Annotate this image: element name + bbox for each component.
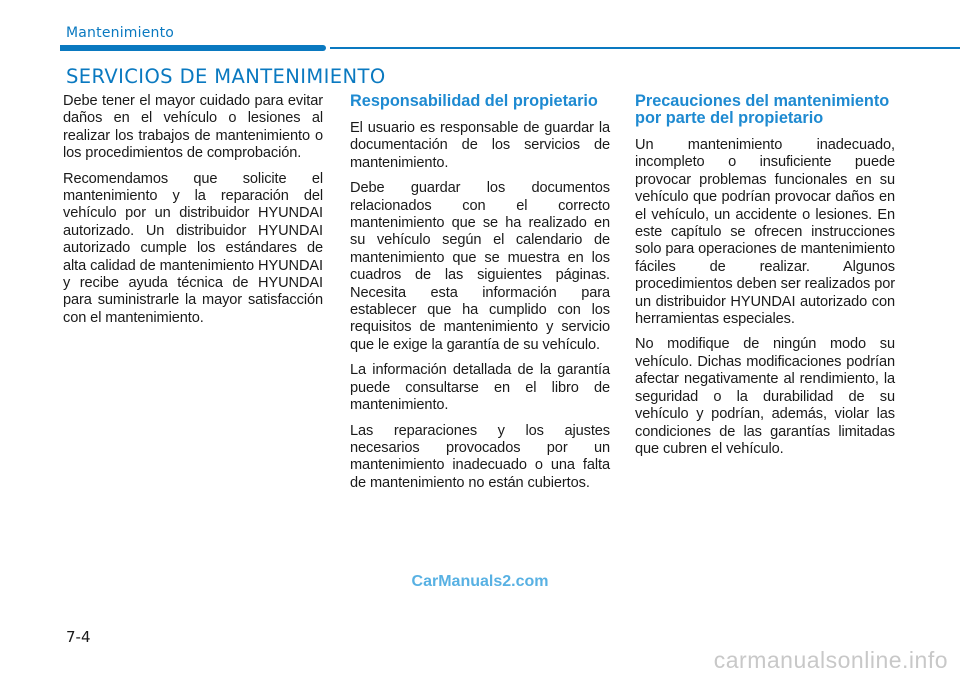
paragraph: Recomendamos que solicite el mantenimiento y la reparación del vehículo por un distribuidor HYUNDAI autorizado. Un distribuidor HYUNDAI autorizado cumple los estándares de alta calidad de mantenimiento HYUNDAI y recibe ayuda técnica de HYUNDAI para suministrarle la mayor satisfacción con el mantenimiento.: [63, 170, 323, 326]
paragraph: El usuario es responsable de guardar la documentación de los servicios de mantenimiento.: [350, 120, 610, 171]
paragraph: Un mantenimiento inadecuado, incompleto o insuficiente puede provocar problemas funcionales en su vehículo que podrían provocar daños en el vehículo, un accidente o lesiones. En este capítulo se ofrecen instrucciones solo para operaciones de mantenimiento fáciles de realizar. Algunos procedimientos deben ser realizados por un distribuidor HYUNDAI autorizado con herramientas especiales.: [635, 137, 895, 328]
page-number: 7-4: [66, 628, 91, 646]
section-label: Mantenimiento: [66, 25, 175, 41]
column-intro: [63, 93, 323, 335]
paragraph: Las reparaciones y los ajustes necesarios provocados por un mantenimiento inadecuado o una falta de mantenimiento no están cubiertos.: [350, 422, 610, 491]
section-heading: Precauciones del mantenimiento por parte del propietario: [635, 92, 890, 127]
column-owner-precautions: [635, 93, 895, 466]
header-rule: [330, 47, 960, 49]
footer-watermark: carmanualsonline.info: [713, 647, 948, 673]
column-owner-responsibility: [350, 93, 610, 500]
watermark-link[interactable]: CarManuals2.com: [411, 573, 549, 590]
paragraph: No modifique de ningún modo su vehículo. Dichas modificaciones podrían afectar negativamente al rendimiento, la seguridad o la durabilidad de su vehículo y podrían, además, violar las condiciones de las garantías limitadas que cubren el vehículo.: [635, 336, 895, 457]
paragraph: Debe tener el mayor cuidado para evitar daños en el vehículo o lesiones al realizar los trabajos de mantenimiento o los procedimientos de comprobación.: [63, 93, 323, 162]
page-title: SERVICIOS DE MANTENIMIENTO: [66, 65, 386, 88]
paragraph: La información detallada de la garantía puede consultarse en el libro de mantenimiento.: [350, 362, 610, 414]
paragraph: Debe guardar los documentos relacionados con el correcto mantenimiento que se ha realizado en su vehículo según el calendario de mantenimiento que se muestra en los cuadros de las siguientes páginas. Necesita esta información para establecer que ha cumplido con los requisitos de mantenimiento y servicio que le exige la garantía de su vehículo.: [350, 180, 610, 353]
section-heading: Responsabilidad del propietario: [350, 92, 598, 110]
header-accent-bar: [60, 45, 326, 51]
